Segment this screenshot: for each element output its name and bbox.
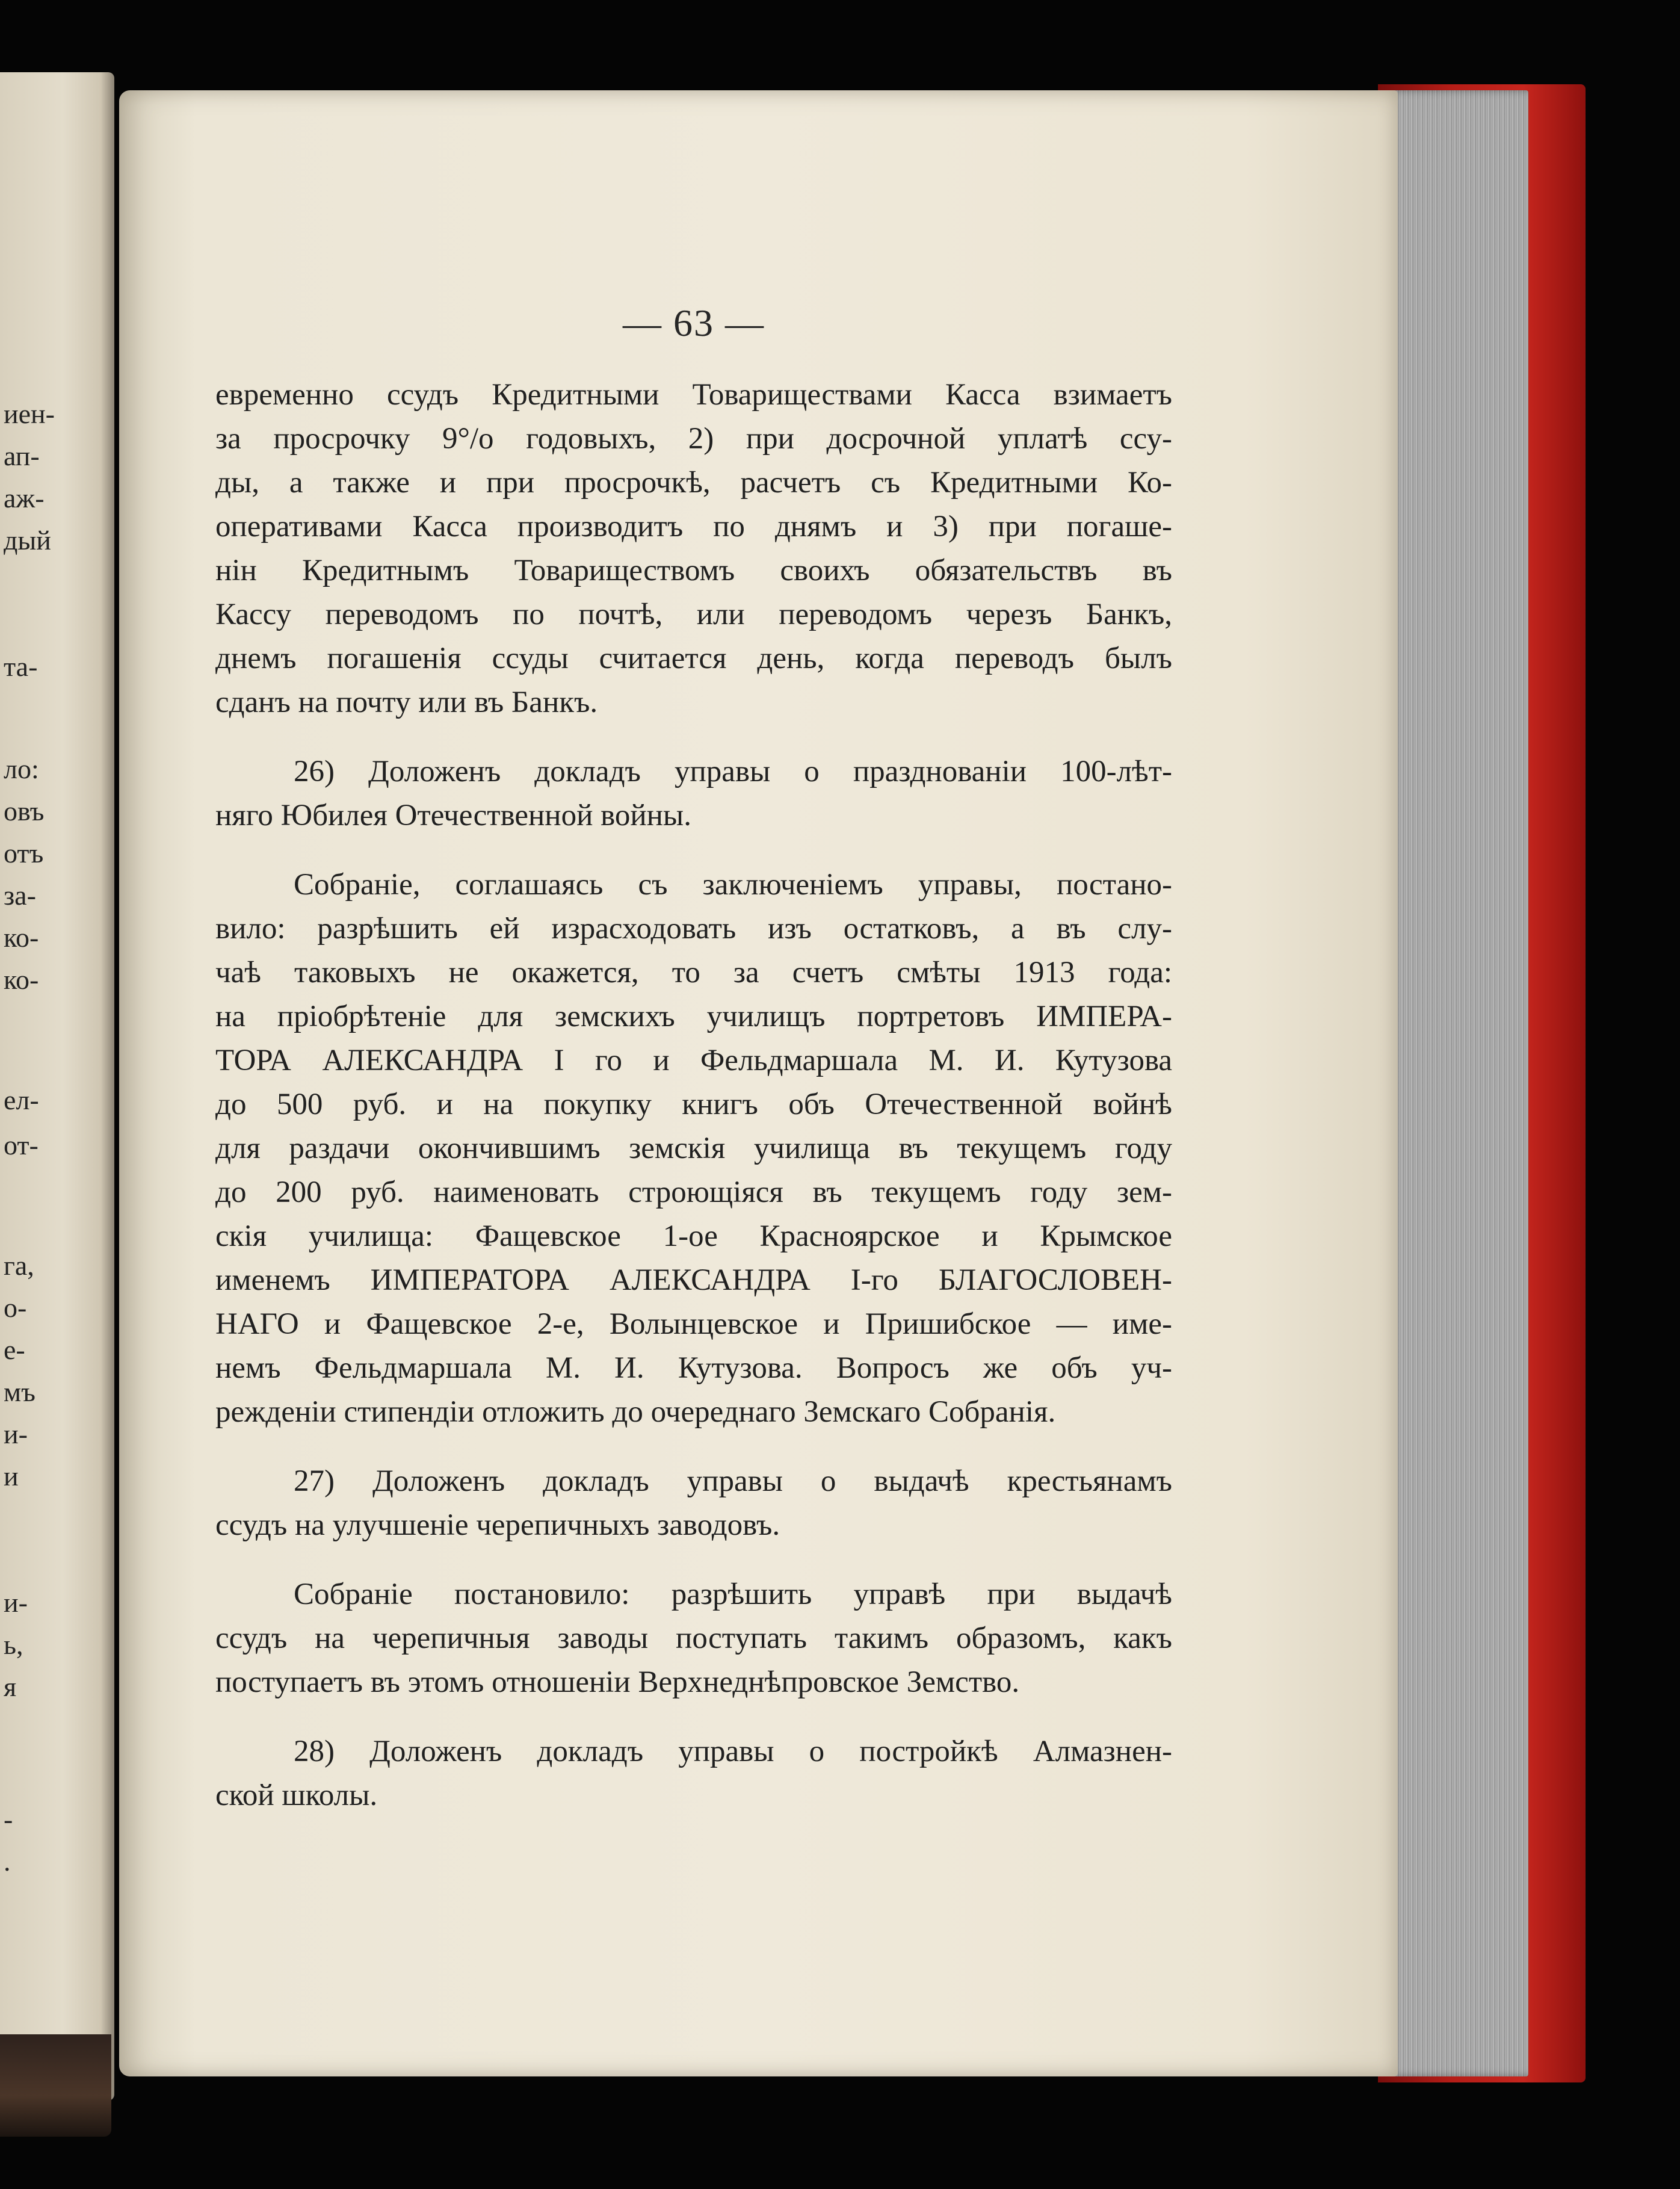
previous-page-binding-edge [0, 2034, 111, 2137]
prev-page-fragment: ко- [4, 964, 39, 995]
text-line: сданъ на почту или въ Банкъ. [215, 686, 598, 719]
prev-page-fragment: мъ [4, 1376, 36, 1407]
prev-page-fragment: о- [4, 1292, 27, 1323]
text-line: ды, а также и при просрочкѣ, расчетъ съ Кредитными Ко- [215, 466, 1172, 500]
prev-page-fragment: . [4, 1846, 11, 1877]
text-line: няго Юбилея Отечественной войны. [215, 799, 691, 832]
prev-page-fragment: дый [4, 525, 51, 556]
prev-page-fragment: и- [4, 1419, 28, 1449]
prev-page-fragment: ко- [4, 922, 39, 953]
prev-page-fragment: га, [4, 1250, 34, 1281]
prev-page-fragment: иен- [4, 398, 55, 429]
text-line: чаѣ таковыхъ не окажется, то за счетъ смѣты 1913 года: [215, 956, 1172, 989]
text-line: ссудъ на улучшеніе черепичныхъ заводовъ. [215, 1508, 780, 1542]
prev-page-fragment: - [4, 1804, 13, 1834]
prev-page-fragment: аж- [4, 483, 45, 513]
paragraph-resolution-27 [215, 1573, 1172, 1704]
text-line: Собраніе постановило: разрѣшить управѣ при выдачѣ [294, 1578, 1172, 1611]
prev-page-fragment: овъ [4, 796, 45, 826]
paragraph-item-27 [215, 1460, 1172, 1547]
text-line: скія училища: Фащевское 1-ое Красноярское и Крымское [215, 1219, 1172, 1253]
paragraph-continuation [215, 373, 1172, 725]
text-line: 26) Доложенъ докладъ управы о празднованіи 100-лѣт- [294, 755, 1172, 788]
text-line: ской школы. [215, 1779, 378, 1812]
previous-page-edge [0, 72, 114, 2101]
text-line: за просрочку 9°/o годовыхъ, 2) при досрочной уплатѣ ссу- [215, 422, 1172, 456]
text-line: нін Кредитнымъ Товариществомъ своихъ обязательствъ въ [215, 554, 1172, 587]
page-number: — 63 — [623, 302, 765, 344]
paragraph-resolution-26 [215, 863, 1172, 1434]
text-line: поступаетъ въ этомъ отношеніи Верхнеднѣпровское Земство. [215, 1665, 1020, 1699]
text-line: до 500 руб. и на покупку книгъ объ Отечественной войнѣ [215, 1088, 1172, 1121]
text-line: немъ Фельдмаршала М. И. Кутузова. Вопросъ же объ уч- [215, 1351, 1172, 1385]
text-line: для раздачи окончившимъ земскія училища въ текущемъ году [215, 1132, 1172, 1165]
text-line: на пріобрѣтеніе для земскихъ училищъ портретовъ ИМПЕРА- [215, 1000, 1172, 1033]
prev-page-fragment: та- [4, 651, 38, 682]
prev-page-fragment: я [4, 1671, 17, 1702]
prev-page-fragment: ло: [4, 754, 39, 784]
text-line: евременно ссудъ Кредитными Товариществами Касса взимаетъ [215, 378, 1172, 412]
page-body [215, 373, 1172, 1843]
prev-page-fragment: и [4, 1461, 19, 1491]
prev-page-fragment: и- [4, 1587, 28, 1618]
text-line: ссудъ на черепичныя заводы поступать такимъ образомъ, какъ [215, 1621, 1172, 1655]
prev-page-fragment: е- [4, 1334, 25, 1365]
prev-page-fragment: отъ [4, 838, 44, 868]
text-line: 28) Доложенъ докладъ управы о постройкѣ Алмазнен- [294, 1735, 1172, 1768]
text-line: режденіи стипендіи отложить до очереднаго Земскаго Собранія. [215, 1395, 1056, 1429]
prev-page-fragment: ь, [4, 1629, 23, 1660]
page-block-edge [1384, 90, 1528, 2076]
prev-page-fragment: за- [4, 880, 36, 911]
text-line: НАГО и Фащевское 2-е, Волынцевское и Пришибское — име- [215, 1307, 1172, 1341]
text-line: до 200 руб. наименовать строющіяся въ текущемъ году зем- [215, 1175, 1172, 1209]
book-page [119, 90, 1398, 2076]
text-line: оперативами Касса производитъ по днямъ и 3) при погаше- [215, 510, 1172, 543]
prev-page-fragment: от- [4, 1130, 39, 1160]
text-line: именемъ ИМПЕРАТОРА АЛЕКСАНДРА I-го БЛАГОСЛОВЕН- [215, 1263, 1172, 1297]
text-line: ТОРА АЛЕКСАНДРА I го и Фельдмаршала М. И. Кутузова [215, 1044, 1172, 1077]
paragraph-item-26 [215, 750, 1172, 838]
text-line: вило: разрѣшить ей израсходовать изъ остатковъ, а въ слу- [215, 912, 1172, 946]
paragraph-item-28 [215, 1730, 1172, 1818]
prev-page-fragment: ап- [4, 441, 40, 471]
text-line: днемъ погашенія ссуды считается день, когда переводъ былъ [215, 642, 1172, 675]
prev-page-fragment: ел- [4, 1085, 39, 1115]
text-line: Собраніе, соглашаясь съ заключеніемъ управы, постано- [294, 868, 1172, 902]
text-line: Кассу переводомъ по почтѣ, или переводомъ черезъ Банкъ, [215, 598, 1172, 631]
text-line: 27) Доложенъ докладъ управы о выдачѣ крестьянамъ [294, 1464, 1172, 1498]
